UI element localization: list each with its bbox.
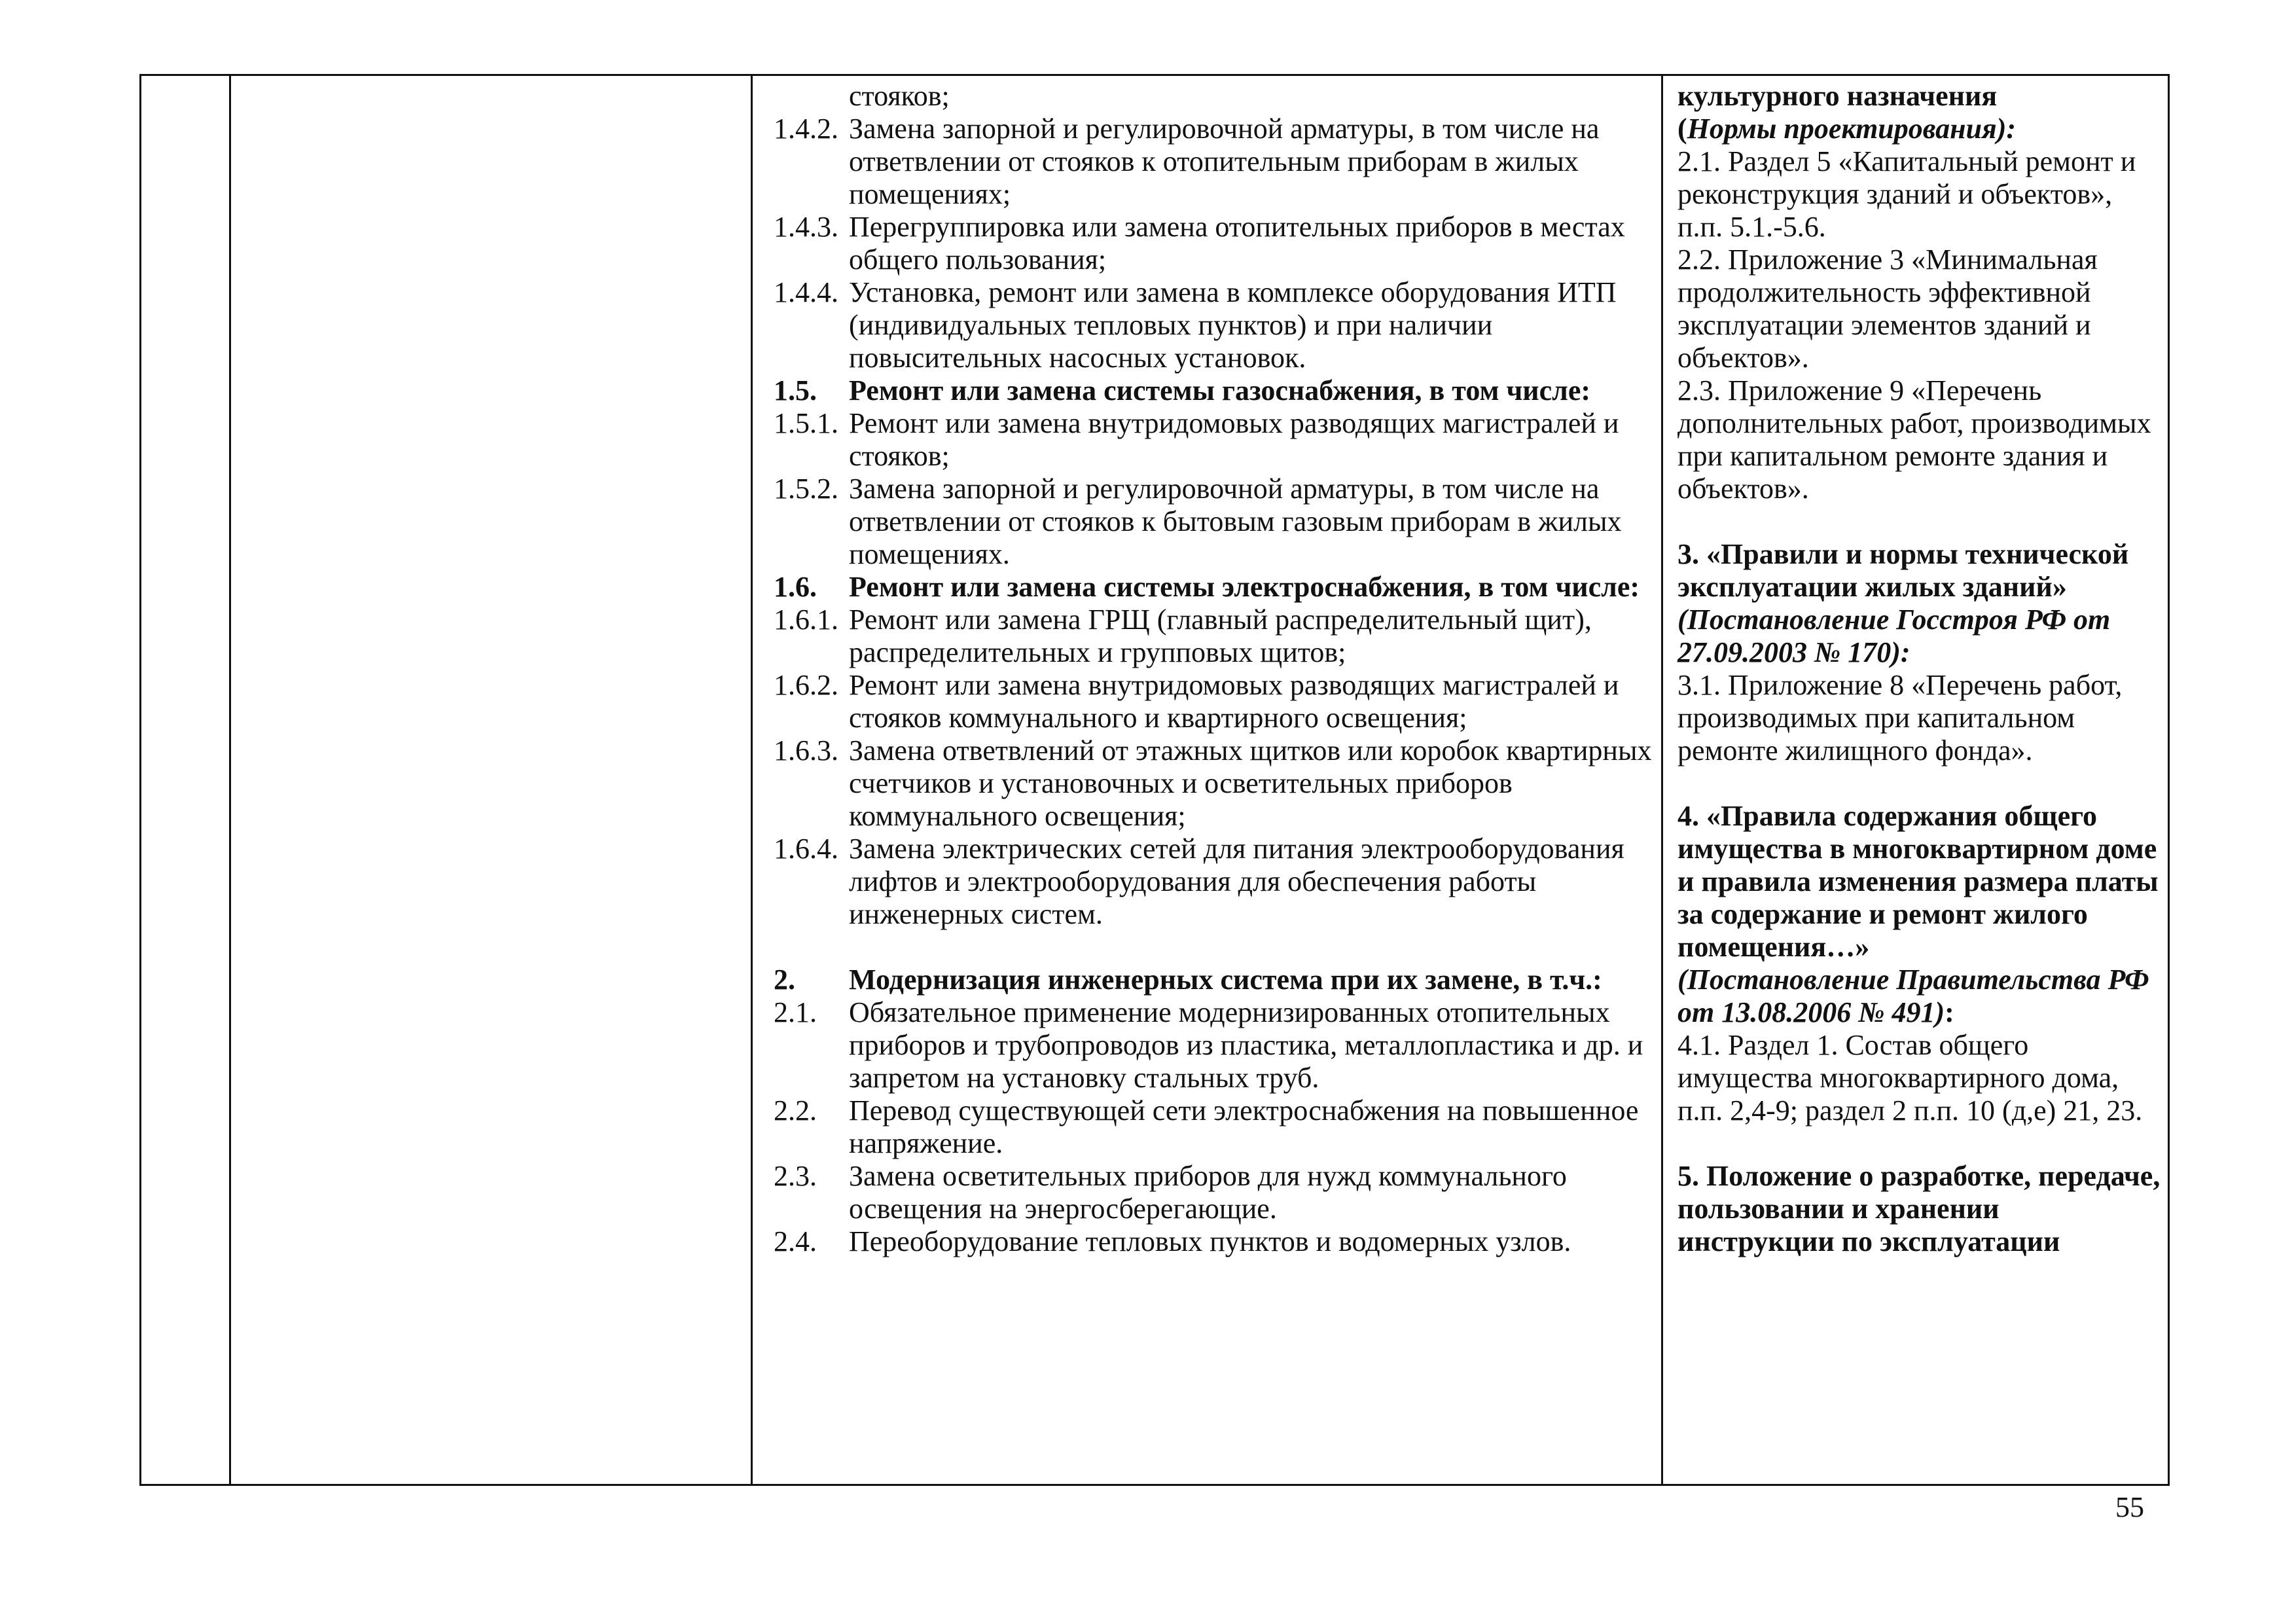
list-item-number: 1.6.1. [774, 604, 838, 636]
list-item-number: 2.3. [774, 1160, 817, 1192]
list-item [753, 571, 1656, 604]
reference-4-subtitle: (Постановление Правительства РФ от 13.08.2006 № 491): [1677, 964, 2149, 1028]
list-item-text: Установка, ремонт или замена в комплексе оборудования ИТП (индивидуальных тепловых пунктов) и при наличии повысительных насосных установок. [849, 276, 1617, 374]
list-item [753, 80, 1656, 113]
list-item-text: Замена запорной и регулировочной арматуры, в том числе на ответвлении от стояков к отопительным приборам в жилых помещениях; [849, 113, 1600, 210]
list-item [753, 473, 1656, 571]
list-item [753, 996, 1656, 1094]
works-table [139, 74, 2170, 1486]
list-item-number: 1.4.4. [774, 276, 838, 308]
list-item-number: 2.2. [774, 1094, 817, 1127]
list-item-number: 1.6. [774, 571, 817, 603]
list-item-number: 1.4.3. [774, 211, 838, 243]
reference-4-1: 4.1. Раздел 1. Состав общего имущества многоквартирного дома, п.п. 2,4-9; раздел 2 п.п. 10 (д,е) 21, 23. [1677, 1029, 2143, 1127]
reference-4-title: 4. «Правила содержания общего имущества в многоквартирном доме и правила изменения размера платы за содержание и ремонт жилого помещения…» [1677, 800, 2159, 963]
list-item-text: Замена ответвлений от этажных щитков или коробок квартирных счетчиков и установочных и осветительных приборов коммунального освещения; [849, 734, 1652, 832]
list-item-text: Перегруппировка или замена отопительных приборов в местах общего пользования; [849, 211, 1625, 276]
list-item-number: 1.6.3. [774, 734, 838, 767]
reference-2-2: 2.2. Приложение 3 «Минимальная продолжительность эффективной эксплуатации элементов зданий и объектов». [1677, 244, 2098, 374]
works-list [753, 76, 1661, 1258]
reference-2-subtitle: (Нормы проектирования): [1677, 113, 2017, 145]
list-item-number: 1.5.2. [774, 473, 838, 505]
references-cell [1662, 75, 2169, 1485]
reference-3-1: 3.1. Приложение 8 «Перечень работ, производимых при капитальном ремонте жилищного фонда». [1677, 669, 2123, 767]
list-item [753, 1094, 1656, 1160]
list-item-number: 1.6.2. [774, 669, 838, 701]
list-item-number: 2.1. [774, 996, 817, 1028]
list-item-text: Модернизация инженерных система при их замене, в т.ч.: [849, 964, 1602, 996]
list-item [753, 211, 1656, 276]
list-item [753, 276, 1656, 374]
list-item-text: Замена электрических сетей для питания электрооборудования лифтов и электрооборудования для обеспечения работы инженерных систем. [849, 833, 1624, 930]
list-item [753, 604, 1656, 669]
list-item [753, 833, 1656, 931]
list-item-text: Замена осветительных приборов для нужд коммунального освещения на энергосберегающие. [849, 1160, 1567, 1225]
reference-3-title: 3. «Правили и нормы технической эксплуатации жилых зданий» [1677, 538, 2129, 603]
list-item-number: 1.4.2. [774, 113, 838, 145]
name-cell [230, 75, 752, 1485]
list-item [753, 374, 1656, 407]
list-item-text: стояков; [849, 80, 950, 112]
reference-2-tail: культурного назначения [1677, 80, 1998, 112]
list-item-text: Ремонт или замена внутридомовых разводящих магистралей и стояков коммунального и квартирного освещения; [849, 669, 1619, 734]
page-number: 55 [2115, 1491, 2144, 1523]
list-item-text: Ремонт или замена ГРЩ (главный распределительный щит), распределительных и групповых щитов; [849, 604, 1592, 668]
list-item-text: Обязательное применение модернизированных отопительных приборов и трубопроводов из пластика, металлопластика и др. и запретом на установку стальных труб. [849, 996, 1643, 1094]
list-item-text: Ремонт или замена системы электроснабжения, в том числе: [849, 571, 1640, 603]
reference-2-1: 2.1. Раздел 5 «Капитальный ремонт и реконструкция зданий и объектов», п.п. 5.1.-5.6. [1677, 145, 2136, 243]
list-item-number: 1.5. [774, 374, 817, 406]
reference-2-3: 2.3. Приложение 9 «Перечень дополнительных работ, производимых при капитальном ремонте здания и объектов». [1677, 374, 2151, 505]
number-cell [141, 75, 230, 1485]
table-row [141, 75, 2169, 1485]
references-list [1663, 76, 2168, 1258]
list-item [753, 1160, 1656, 1225]
list-item-text: Ремонт или замена внутридомовых разводящих магистралей и стояков; [849, 407, 1619, 472]
list-item-text: Переоборудование тепловых пунктов и водомерных узлов. [849, 1225, 1571, 1257]
list-item-number: 1.6.4. [774, 833, 838, 865]
list-item [753, 669, 1656, 734]
reference-3-subtitle: (Постановление Госстроя РФ от 27.09.2003 № 170): [1677, 604, 2111, 668]
list-item [753, 734, 1656, 833]
works-list-cell [752, 75, 1662, 1485]
list-item-text: Ремонт или замена системы газоснабжения, в том числе: [849, 374, 1591, 406]
list-item [753, 407, 1656, 473]
list-item-number: 2. [774, 964, 795, 996]
list-item [753, 964, 1656, 996]
list-item-text: Перевод существующей сети электроснабжения на повышенное напряжение. [849, 1094, 1639, 1159]
list-item-text: Замена запорной и регулировочной арматуры, в том числе на ответвлении от стояков к бытовым газовым приборам в жилых помещениях. [849, 473, 1622, 570]
list-item-number: 2.4. [774, 1225, 817, 1257]
reference-5-title: 5. Положение о разработке, передаче, пользовании и хранении инструкции по эксплуатации [1677, 1160, 2161, 1257]
list-item [753, 1225, 1656, 1258]
list-item [753, 113, 1656, 211]
list-item-number: 1.5.1. [774, 407, 838, 439]
